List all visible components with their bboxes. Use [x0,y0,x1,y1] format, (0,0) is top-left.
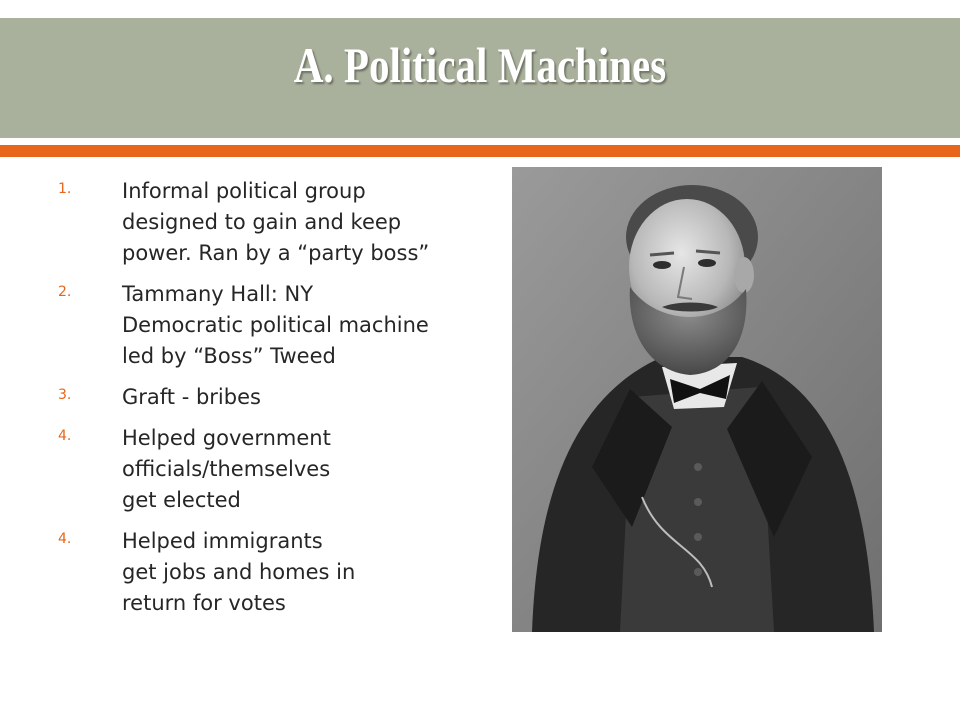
list-item [58,176,478,269]
vest-button [694,463,702,471]
vest-button [694,533,702,541]
list-item-number: 4. [58,531,72,547]
bullet-list [58,176,478,629]
list-item-text: Helped immigrants get jobs and homes in return for votes [122,529,356,615]
divider-white [0,138,960,144]
eye-left [653,261,671,269]
list-item [58,279,478,372]
vest-button [694,568,702,576]
slide-title: A. Political Machines [293,37,667,93]
list-item-number: 3. [58,387,72,403]
divider-orange [0,145,960,157]
list-item-text: Tammany Hall: NY Democratic political machine led by “Boss” Tweed [122,282,429,368]
list-item-text: Informal political group designed to gain and keep power. Ran by a “party boss” [122,179,430,265]
list-item-number: 1. [58,181,72,197]
vest-button [694,498,702,506]
portrait-photo [512,167,882,632]
list-item [58,382,478,413]
list-item-text: Graft - bribes [122,385,261,409]
list-item [58,526,478,619]
eye-right [698,259,716,267]
portrait-illustration [512,167,882,632]
eyebrow-right [696,251,720,253]
list-item-text: Helped government officials/themselves get elected [122,426,331,512]
list-item-number: 4. [58,428,72,444]
list-item-number: 2. [58,284,72,300]
eyebrow-left [650,253,674,255]
list-item [58,423,478,516]
ear [734,257,754,293]
